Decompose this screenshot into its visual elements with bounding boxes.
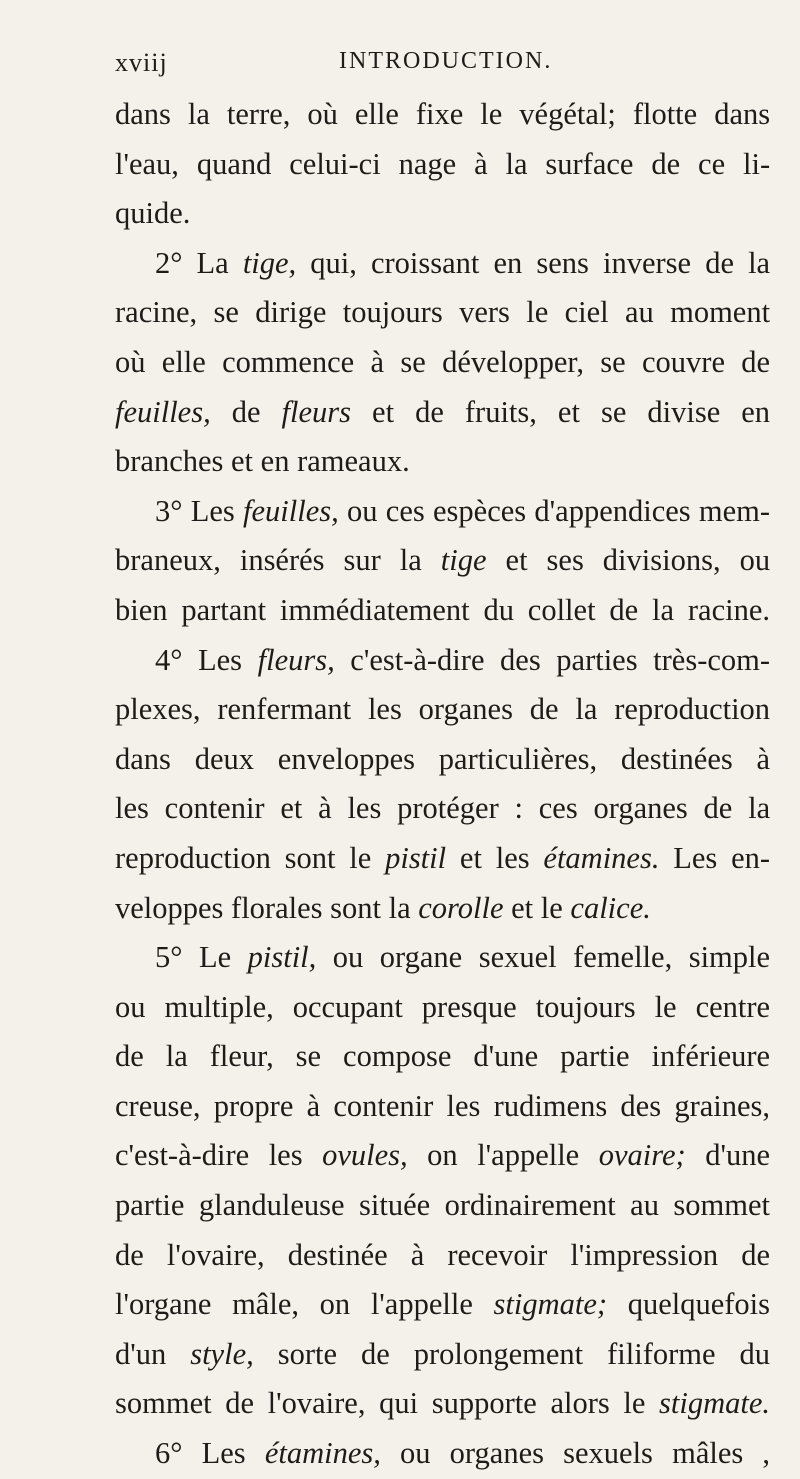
- text-line: de l'ovaire, destinée à recevoir l'impression de: [115, 1237, 770, 1272]
- page-number: xviij: [115, 48, 168, 77]
- text-line: ou multiple, occupant presque toujours le centre: [115, 989, 771, 1024]
- text-line: plexes, renfermant les organes de la reproduction: [115, 692, 771, 727]
- text-line: dans la terre, où elle fixe le végétal; flotte dans: [115, 97, 771, 131]
- text-line: veloppes florales sont la corolle et le calice.: [115, 890, 651, 925]
- text-line: où elle commence à se développer, se couvre de: [115, 344, 771, 379]
- text-line: bien partant immédiatement du collet de la racine.: [115, 592, 771, 627]
- text-line: dans deux enveloppes particulières, destinées à: [115, 741, 771, 776]
- text-line: 2° La tige, qui, croissant en sens inverse de la: [155, 245, 771, 280]
- text-line: partie glanduleuse située ordinairement au sommet: [115, 1188, 771, 1223]
- text-line: sommet de l'ovaire, qui supporte alors le stigmate.: [115, 1386, 771, 1421]
- text-line: 3° Les feuilles, ou ces espèces d'appendices mem-: [155, 493, 771, 528]
- text-line: feuilles, de fleurs et de fruits, et se divise en: [115, 394, 771, 429]
- text-line: creuse, propre à contenir les rudimens des graines,: [115, 1088, 771, 1123]
- page-header: [115, 48, 770, 88]
- text-line: c'est-à-dire les ovules, on l'appelle ovaire; d'une: [115, 1138, 770, 1173]
- text-line: l'eau, quand celui-ci nage à la surface de ce li-: [115, 146, 771, 181]
- text-line: branches et en rameaux.: [115, 444, 410, 479]
- text-line: 5° Le pistil, ou organe sexuel femelle, simple: [155, 940, 771, 975]
- text-line: d'un style, sorte de prolongement filiforme du: [115, 1336, 770, 1371]
- text-line: braneux, insérés sur la tige et ses divisions, ou: [115, 543, 771, 578]
- text-line: l'organe mâle, on l'appelle stigmate; quelquefois: [115, 1287, 771, 1322]
- text-line: 4° Les fleurs, c'est-à-dire des parties très-com-: [155, 642, 771, 677]
- text-line: de la fleur, se compose d'une partie inférieure: [115, 1039, 771, 1074]
- text-line: quide.: [115, 196, 191, 231]
- text-line: reproduction sont le pistil et les étamines. Les en-: [115, 840, 771, 875]
- body-text: [115, 90, 770, 1479]
- text-line: 6° Les étamines, ou organes sexuels mâles ,: [155, 1436, 771, 1471]
- text-line: racine, se dirige toujours vers le ciel au moment: [115, 295, 771, 330]
- text-line: les contenir et à les protéger : ces organes de la: [115, 791, 771, 826]
- running-head: INTRODUCTION.: [339, 48, 553, 74]
